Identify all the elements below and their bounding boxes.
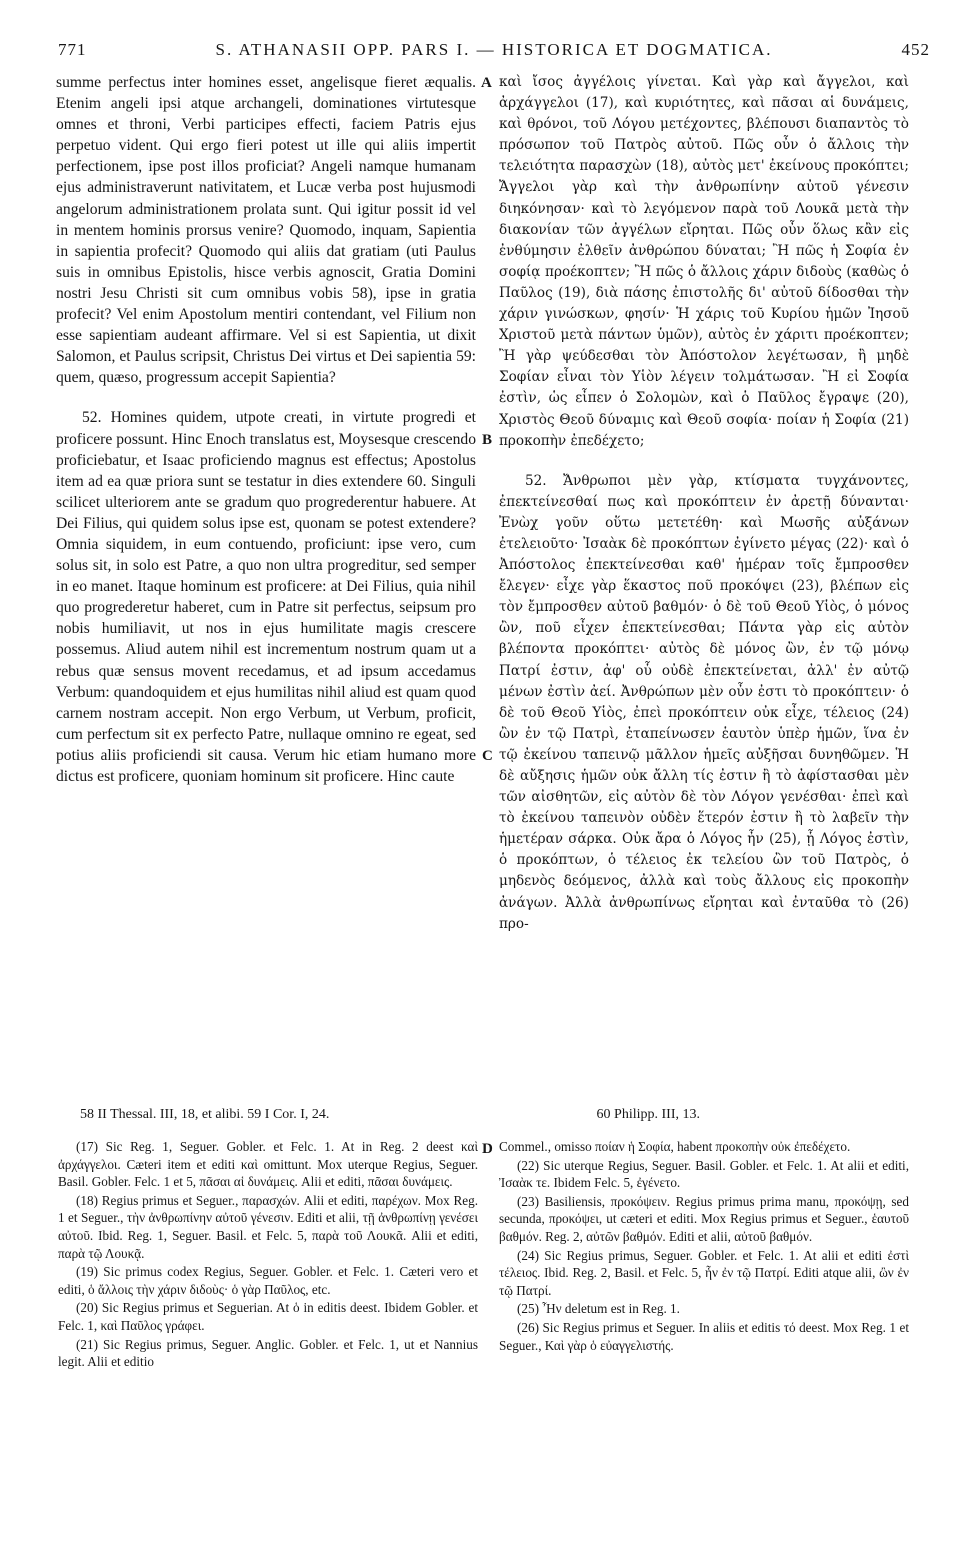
footnote: (17) Sic Reg. 1, Seguer. Gobler. et Felc. 1. At in Reg. 2 deest καὶ ἀρχάγγελοι. Cæteri item et editi καὶ omittunt. Mox uterque Regius, Seguer. Basil. Gobler. Felc. 1 et 5, πᾶσαι αἱ δυνάμεις. Alii et editi, πᾶσαι δυνάμεις. bbox=[58, 1139, 478, 1190]
footnote: (23) Basiliensis, προκόψειν. Regius primus prima manu, προκόψῃ, sed secunda, προκόψει, ut cæteri et editi. Mox Regius primus et Seguer., ἑαυτοῦ βαθμόν. Reg. 2, αὐτῶν βαθμόν. Editi et alii, αὐτοῦ βαθμόν. bbox=[499, 1193, 909, 1244]
scripture-references-left: 58 II Thessal. III, 18, et alibi. 59 I Cor. I, 24. bbox=[80, 1107, 330, 1122]
running-title: S. ATHANASII OPP. PARS I. — HISTORICA ET DOGMATICA. bbox=[215, 40, 773, 59]
page-number-right: 452 bbox=[901, 40, 930, 59]
marginal-letter-b: B bbox=[482, 432, 493, 448]
latin-paragraph-1: summe perfectus inter homines esset, angelisque fieret æqualis. Etenim angeli ipsi atque archangeli, dominationes virtutesque omnes et throni, Verbi participes effecti, faciem Patris ejus perpetuo vident. Qui ergo fieri potest ut ille qui aliis impertit perfectionem, ipse post illos proficiat? Angeli namque humanam ejus administraverunt nativitatem, et Lucæ verba post hujusmodi angelorum administrationem prolata sunt. Qui igitur possit id vel in mentem hominis prorsus venire? Quomodo, inquam, Sapientia in sapientia profecit? Quomodo qui aliis dat gratiam (uti Paulus suis in omnibus Epistolis, hisce verbis agnoscit, Gratia Domini nostri Jesu Christi sit cum omnibus vobis 58), ipse in gratia profecit? Vel enim Apostolum mentiri contendant, vel Filium non esse sapientiam audeant affirmare. Vel si est Sapientia, ut dixit Salomon, et Paulus scripsit, Christus Dei virtus et Dei sapientia 59: quem, quæso, progressum accepit Sapientia? bbox=[56, 74, 476, 387]
footnote: Commel., omisso ποίαν ἡ Σοφία, habent προκοπὴν οὐκ ἐπεδέχετο. bbox=[499, 1139, 851, 1154]
footnotes-left bbox=[58, 1138, 478, 1372]
footnote: (20) Sic Regius primus et Seguerian. At ὁ in editis deest. Ibidem Gobler. et Felc. 1, καὶ Παῦλος γράφει. bbox=[58, 1300, 478, 1333]
greek-paragraph-1: καὶ ἴσος ἀγγέλοις γίνεται. Καὶ γὰρ καὶ ἄγγελοι, καὶ ἀρχάγγελοι (17), καὶ κυριότητες, καὶ πᾶσαι αἱ δυνάμεις, καὶ θρόνοι, τοῦ Λόγου μετέχοντες, βλέπουσι διαπαντὸς τὸ πρόσωπον τοῦ Πατρὸς αὐτοῦ. Πῶς οὖν ὁ ἄλλοις τὴν τελειότητα παρασχὼν (18), αὐτὸς μετ' ἐκείνους προκόπτει; Ἄγγελοι γὰρ καὶ τὴν ἀνθρωπίνην αὐτοῦ γένεσιν διηκόνησαν· καὶ τὸ λεγόμενον παρὰ τοῦ Λουκᾶ μετὰ τὴν διακονίαν τῶν ἀγγέλων εἴρηται. Πῶς οὖν ὅλως κἂν εἰς ἐνθύμησιν ἐλθεῖν ἀνθρώπου δύναται; Ἢ πῶς ἡ Σοφία ἐν σοφίᾳ προέκοπτεν; Ἢ πῶς ὁ ἄλλοις χάριν διδοὺς (καθὼς ὁ Παῦλος (19), διὰ πάσης ἐπιστολῆς δι' αὐτοῦ δίδοσθαι τὴν χάριν γινώσκων, φησίν· Ἡ χάρις τοῦ Κυρίου ἡμῶν Ἰησοῦ Χριστοῦ μετὰ πάντων ὑμῶν), αὐτὸς ἐν χάριτι προέκοπτεν; Ἢ γὰρ ψεύδεσθαι τὸν Ἀπόστολον λεγέτωσαν, ἢ μηδὲ Σοφίαν εἶναι τὸν Υἱὸν λέγειν τολμάτωσαν. Ἢ εἰ Σοφία ἐστὶν, ὡς εἶπεν ὁ Σολομὼν, καὶ ὁ Παῦλος ἔγραψε (20), Χριστὸς Θεοῦ δύναμις καὶ Θεοῦ σοφία· ποίαν ἡ Σοφία (21) προκοπὴν ἐπεδέχετο; bbox=[499, 74, 909, 449]
footnote: (26) Sic Regius primus et Seguer. In aliis et editis τό deest. Mox Reg. 1 et Seguer., Καὶ γὰρ ὁ εὐαγγελιστής. bbox=[499, 1319, 909, 1353]
footnote: (21) Sic Regius primus, Seguer. Anglic. Gobler. et Felc. 1, ut et Nannius legit. Alii et editio bbox=[58, 1336, 478, 1370]
footnote: (25) Ἦν deletum est in Reg. 1. bbox=[517, 1301, 680, 1317]
footnote: (22) Sic uterque Regius, Seguer. Basil. Gobler. et Felc. 1. At alii et editi, Ἰσαὰκ τε. Ibidem Felc. 5, ἐγένετο. bbox=[499, 1157, 909, 1191]
footnote: (24) Sic Regius primus, Seguer. Gobler. et Felc. 1. At alii et editi ἐστὶ τέλειος. Ibid. Reg. 2, Basil. et Felc. 5, ἦν ἐν τῷ Πατρί. Editi atque alii, ὢν ἐν τῷ Πατρί. bbox=[499, 1247, 909, 1298]
marginal-letter-a: A bbox=[481, 75, 492, 91]
marginal-letter-d: D bbox=[482, 1141, 493, 1157]
greek-column bbox=[499, 72, 909, 935]
page-number-left: 771 bbox=[58, 40, 87, 59]
running-header bbox=[58, 40, 930, 70]
footnote: (19) Sic primus codex Regius, Seguer. Gobler. et Felc. 1. Cæteri vero et editi, ὁ ἄλλοις τὴν χάριν διδοὺς· ὁ γὰρ Παῦλος, etc. bbox=[58, 1264, 478, 1297]
scripture-references-right: 60 Philipp. III, 13. bbox=[596, 1107, 700, 1122]
latin-column bbox=[56, 72, 476, 787]
footnote: (18) Regius primus et Seguer., παρασχών. Alii et editi, παρέχων. Mox Reg. 1 et Seguer., τὴν ἀνθρωπίνην αὐτοῦ γένεσιν. Editi et alii, τῇ ἀνθρωπίνῃ γενέσει αὐτοῦ. Ibid. Reg. 1, Seguer. Basil. et Felc. 5, παρὰ τοῦ Λουκᾶ. Alii et editi, παρὰ τῷ Λουκᾷ. bbox=[58, 1192, 478, 1261]
scripture-references bbox=[80, 1107, 910, 1123]
footnotes-right bbox=[499, 1138, 909, 1355]
marginal-letter-c: C bbox=[482, 748, 493, 764]
latin-paragraph-2: 52. Homines quidem, utpote creati, in virtute progredi et proficere possunt. Hinc Enoch translatus est, Moysesque crescendo proficiebatur, et Isaac proficiendo magnus est effectus; Apostolus item ad ea quæ priora sunt se testatur in dies extendere 60. Singuli scilicet ulteriorem ante se gradum quo progrederentur habuere. At Dei Filius, qui quidem solus ipse est, quonam se potest extendere? Omnia siquidem, in eum contuendo, proficiunt: ipse vero, cum solus sit, in solo est Patre, a quo non ultra progreditur, sed semper in eo manet. Itaque hominum est proficere: at Dei Filius, quia nihil quo progrederetur haberet, cum in Patre sit perfectus, seipsum pro nobis humiliavit, ut nos in ejus humilitate magis crescere possemus. Aliud autem nihil est incrementum nostrum quam ut a rebus quæ sensus movent recedamus, et ad ipsum accedamus Verbum: quandoquidem et ejus humilitas nihil aliud est quam quod carnem nostram accepit. Non ergo Verbum, ut Verbum, proficit, cum perfectum sit ex perfecto Patre, nullaque omnino re egeat, sed potius aliis proficiendi sit causa. Verum hic etiam humano more dictus est proficere, quoniam hominum sit proficere. Hinc caute bbox=[56, 409, 476, 785]
greek-paragraph-2: 52. Ἄνθρωποι μὲν γὰρ, κτίσματα τυγχάνοντες, ἐπεκτείνεσθαί πως καὶ προκόπτειν ἐν ἀρετῇ δύνανται· Ἐνὼχ γοῦν οὕτω μετετέθη· καὶ Μωσῆς αὐξάνων ἐτελειοῦτο· Ἰσαὰκ δὲ προκόπτων ἐγίνετο μέγας (22)· καὶ ὁ Ἀπόστολος ἐπεκτείνεσθαι καθ' ἡμέραν τοῖς ἔμπροσθεν ἔλεγεν· εἶχε γὰρ ἕκαστος ποῦ προκόψει (23), βλέπων εἰς τὸν ἔμπροσθεν αὐτοῦ βαθμόν· ὁ δὲ τοῦ Θεοῦ Υἱὸς, ὁ μόνος ὢν, ποῦ εἶχεν ἐπεκτείνεσθαι; Πάντα γὰρ εἰς αὐτὸν βλέποντα προκόπτει· αὐτὸς δὲ μόνος ὢν, ἐν τῷ μόνῳ Πατρί ἐστιν, ἀφ' οὗ οὐδὲ ἐπεκτείνεται, ἀλλ' ἐν αὐτῷ μένων ἐστὶν ἀεί. Ἀνθρώπων μὲν οὖν ἐστι τὸ προκόπτειν· ὁ δὲ τοῦ Θεοῦ Υἱὸς, ἐπεὶ προκόπτειν οὐκ εἶχε, τέλειος (24) ὢν ἐν τῷ Πατρὶ, ἐταπείνωσεν ἑαυτὸν ὑπὲρ ἡμῶν, ἵνα ἐν τῷ ἐκείνου ταπεινῷ μᾶλλον ἡμεῖς αὐξῆσαι δυνηθῶμεν. Ἡ δὲ αὔξησις ἡμῶν οὐκ ἄλλη τίς ἐστιν ἢ τὸ ἀφίστασθαι μὲν τῶν αἰσθητῶν, εἰς αὐτὸν δὲ τὸν Λόγον γενέσθαι· ἐπεὶ καὶ τὸ ἐκείνου ταπεινὸν οὐδὲν ἕτερόν ἐστιν ἢ τὸ λαβεῖν τὴν ἡμετέραν σάρκα. Οὐκ ἄρα ὁ Λόγος ἦν (25), ᾗ Λόγος ἐστὶν, ὁ προκόπτων, ὁ τέλειος ἐκ τελείου ὢν τοῦ Πατρὸς, ὁ μηδενὸς δεόμενος, ἀλλὰ καὶ τοὺς ἄλλους εἰς προκοπὴν ἀνάγων. Ἀλλὰ ἀνθρωπίνως εἴρηται καὶ ἐνταῦθα τὸ (26) προ- bbox=[499, 472, 909, 932]
